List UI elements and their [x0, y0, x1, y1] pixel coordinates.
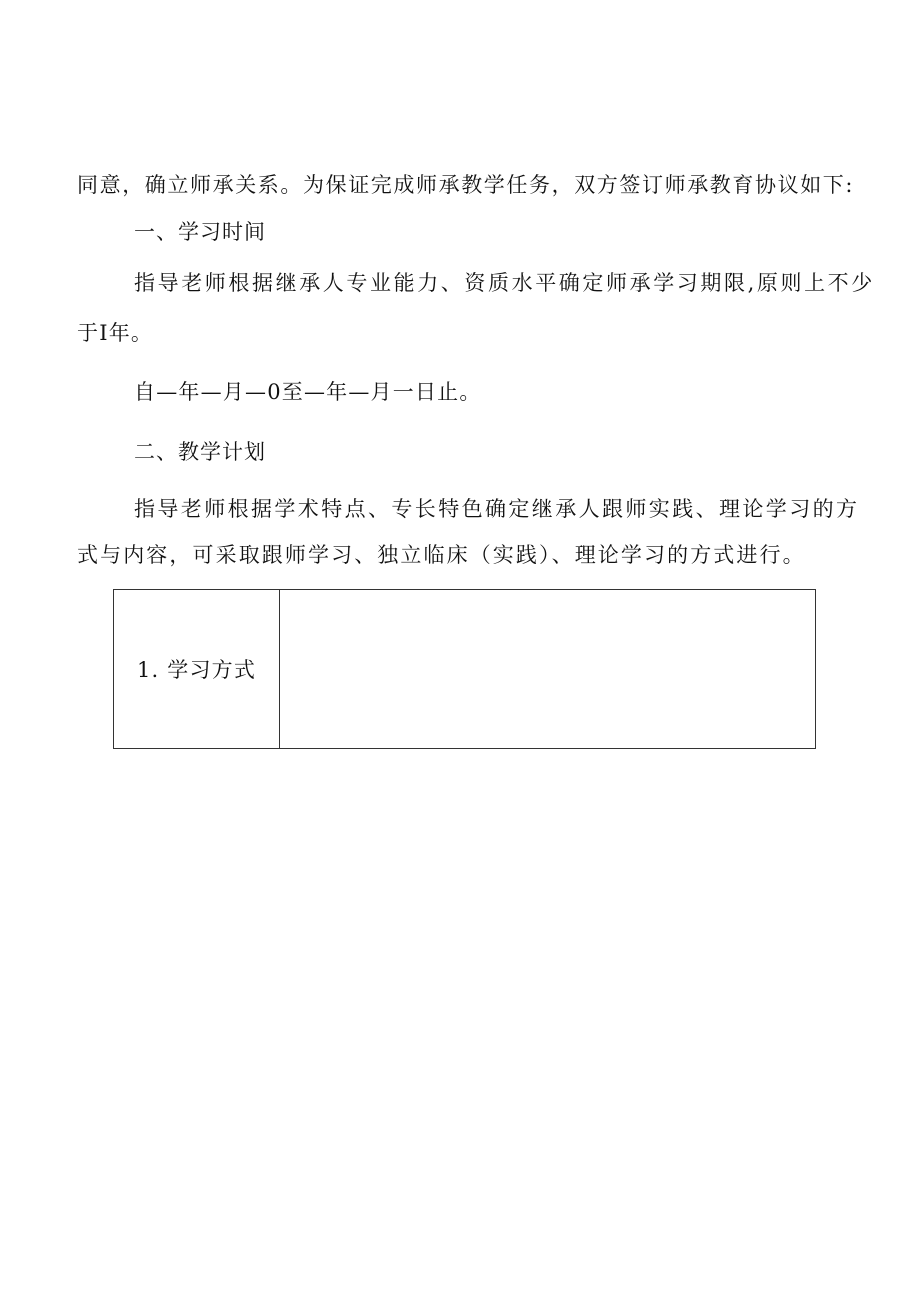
- section-heading-study-time: 一、学习时间: [134, 220, 266, 244]
- study-method-table: [113, 589, 816, 749]
- study-method-value-cell[interactable]: [280, 590, 816, 749]
- study-method-label-cell: 1. 学习方式: [114, 590, 280, 749]
- teaching-plan-paragraph-line-2: 式与内容，可采取跟师学习、独立临床（实践）、理论学习的方式进行。: [77, 543, 806, 567]
- section-heading-teaching-plan: 二、教学计划: [134, 440, 266, 464]
- study-time-paragraph-line-2: 于I年。: [77, 321, 154, 345]
- intro-paragraph: 同意，确立师承关系。为保证完成师承教学任务，双方签订师承教育协议如下:: [77, 173, 855, 197]
- table-row: [114, 590, 816, 749]
- study-time-paragraph-line-1: 指导老师根据继承人专业能力、资质水平确定师承学习期限,原则上不少: [134, 271, 875, 295]
- study-period-dates: 自—年—月—0至—年—月一日止。: [134, 380, 482, 404]
- teaching-plan-paragraph-line-1: 指导老师根据学术特点、专长特色确定继承人跟师实践、理论学习的方: [134, 497, 860, 521]
